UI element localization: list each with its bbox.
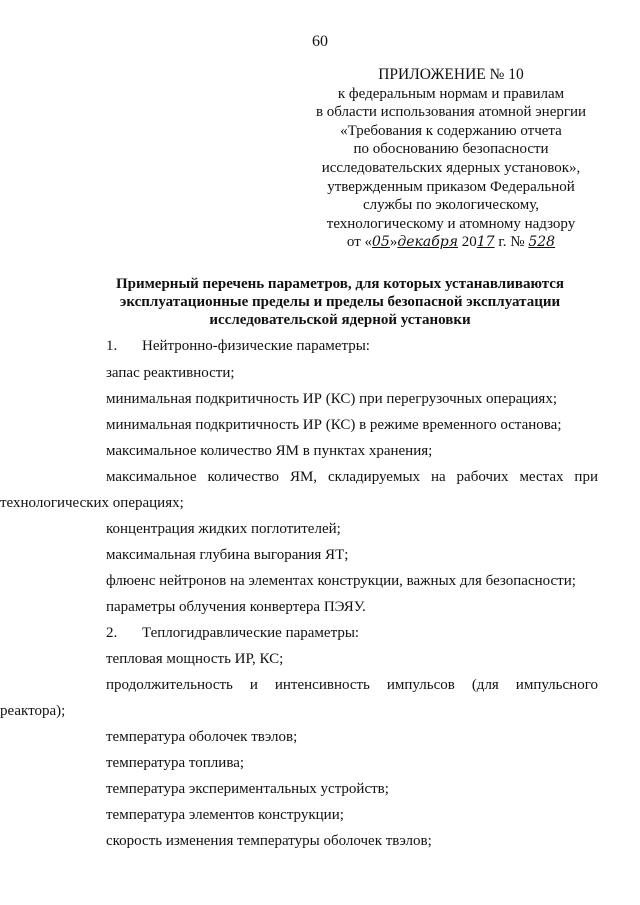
order-date-line <box>296 233 606 252</box>
appendix-line: технологическому и атомному надзору <box>326 215 576 232</box>
title-line: Примерный перечень параметров, для которых устанавливаются <box>115 276 565 292</box>
list-item-continuation: реактора); <box>0 703 66 719</box>
list-item: тепловая мощность ИР, КС; <box>106 651 284 667</box>
date-number-prefix: г. № <box>494 234 529 251</box>
word: местах <box>519 469 564 485</box>
list-item: минимальная подкритичность ИР (КС) в режиме временного останова; <box>106 417 562 433</box>
handwritten-year: 17 <box>476 234 495 251</box>
appendix-line: в области использования атомной энергии <box>315 104 587 121</box>
word: (для <box>471 677 499 693</box>
word: импульсов <box>386 677 455 693</box>
list-item: флюенс нейтронов на элементах конструкции, важных для безопасности; <box>106 573 576 589</box>
word: продолжительность <box>106 677 233 693</box>
appendix-line: утвержденным приказом Федеральной <box>327 178 575 195</box>
word: импульсного <box>515 677 598 693</box>
section-heading <box>106 338 370 355</box>
appendix-header <box>296 66 606 252</box>
appendix-line: исследовательских ядерных установок», <box>321 159 581 176</box>
title-line: исследовательской ядерной установки <box>209 312 471 328</box>
list-item: температура топлива; <box>106 755 245 771</box>
document-title <box>95 275 585 329</box>
date-mid: » <box>389 234 398 251</box>
title-line: эксплуатационные пределы и пределы безопасной эксплуатации <box>119 294 561 310</box>
section-number: 2. <box>106 625 118 641</box>
date-prefix: от « <box>346 234 373 251</box>
word: рабочих <box>456 469 509 485</box>
appendix-line: к федеральным нормам и правилам <box>337 85 565 102</box>
list-item: температура экспериментальных устройств; <box>106 781 389 797</box>
list-item: минимальная подкритичность ИР (КС) при перегрузочных операциях; <box>106 391 558 407</box>
page-number: 60 <box>312 33 328 50</box>
appendix-line: «Требования к содержанию отчета <box>340 122 562 139</box>
section-heading <box>106 625 359 642</box>
handwritten-order-number: 528 <box>528 234 556 251</box>
word: ЯМ, <box>289 469 318 485</box>
list-item: температура элементов конструкции; <box>106 807 344 823</box>
date-year-prefix: 20 <box>458 234 477 251</box>
section-title: Нейтронно-физические параметры: <box>142 338 370 354</box>
list-item: температура оболочек твэлов; <box>106 729 298 745</box>
appendix-line: по обоснованию безопасности <box>353 141 549 158</box>
list-item: концентрация жидких поглотителей; <box>106 521 341 537</box>
list-item-justified <box>106 677 598 694</box>
word: максимальное <box>106 469 197 485</box>
list-item: максимальное количество ЯМ в пунктах хранения; <box>106 443 433 459</box>
word: интенсивность <box>274 677 370 693</box>
list-item: максимальная глубина выгорания ЯТ; <box>106 547 349 563</box>
handwritten-day: 05 <box>372 234 390 251</box>
word: количество <box>207 469 280 485</box>
list-item-continuation: технологических операциях; <box>0 495 184 511</box>
appendix-line: службы по экологическому, <box>363 197 539 214</box>
word: при <box>574 469 598 485</box>
list-item: скорость изменения температуры оболочек твэлов; <box>106 833 432 849</box>
list-item: запас реактивности; <box>106 365 235 381</box>
section-title: Теплогидравлические параметры: <box>142 625 360 641</box>
section-number: 1. <box>106 338 118 354</box>
word: складируемых <box>327 469 421 485</box>
list-item-justified <box>106 469 598 486</box>
word: на <box>430 469 446 485</box>
handwritten-month: декабря <box>397 234 458 251</box>
appendix-title: ПРИЛОЖЕНИЕ № 10 <box>378 66 524 83</box>
list-item: параметры облучения конвертера ПЭЯУ. <box>106 599 366 615</box>
word: и <box>249 677 258 693</box>
